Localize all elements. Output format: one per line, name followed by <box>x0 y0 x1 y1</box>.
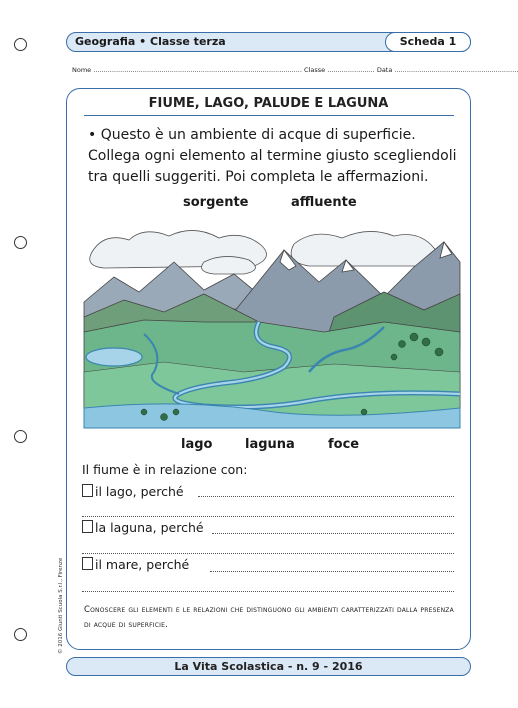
binder-hole <box>14 628 27 641</box>
header-bar <box>66 32 471 52</box>
checkbox[interactable] <box>82 520 93 533</box>
class-field[interactable]: ....................... <box>327 66 375 74</box>
term-affluente[interactable]: affluente <box>291 195 357 210</box>
footer-bar: La Vita Scolastica - n. 9 - 2016 <box>66 657 471 676</box>
instructions-text: • Questo è un ambiente di acque di superficie. Collega ogni elemento al termine giusto scegliendoli tra quelli suggeriti. Poi completa le affermazioni. <box>88 127 457 185</box>
answer-line[interactable] <box>82 516 454 517</box>
answer-line[interactable] <box>82 591 454 592</box>
answer-line[interactable] <box>198 496 454 497</box>
relation-intro: Il fiume è in relazione con: <box>82 462 248 477</box>
sheet-tab: Scheda 1 <box>385 32 471 52</box>
subject-label: Geografia • Classe terza <box>75 35 226 48</box>
lake <box>86 348 142 366</box>
term-lago[interactable]: lago <box>181 437 213 452</box>
item-mare <box>82 557 189 572</box>
term-foce[interactable]: foce <box>328 437 360 452</box>
student-info-line <box>72 66 518 74</box>
class-label: Classe <box>304 66 326 74</box>
item-laguna <box>82 520 204 535</box>
checkbox[interactable] <box>82 484 93 497</box>
answer-line[interactable] <box>212 533 454 534</box>
date-field[interactable]: ............................................................ <box>394 66 518 74</box>
page-title: FIUME, LAGO, PALUDE E LAGUNA <box>148 96 389 111</box>
checkbox[interactable] <box>82 557 93 570</box>
item-label: il mare, perché <box>95 557 190 572</box>
answer-line[interactable] <box>210 571 454 572</box>
binder-hole <box>14 236 27 249</box>
term-sorgente[interactable]: sorgente <box>183 195 249 210</box>
answer-line[interactable] <box>82 553 454 554</box>
name-label: Nome <box>72 66 92 74</box>
date-label: Data <box>376 66 393 74</box>
learning-objective: Conoscere gli elementi e le relazioni che distinguono gli ambienti caratterizzati dalla presenza di acque di superficie. <box>84 605 454 630</box>
item-label: la laguna, perché <box>95 520 204 535</box>
item-label: il lago, perché <box>95 484 184 499</box>
term-laguna[interactable]: laguna <box>245 437 295 452</box>
item-lago <box>82 484 184 499</box>
binder-hole <box>14 38 27 51</box>
binder-hole <box>14 430 27 443</box>
landscape-illustration <box>84 222 460 428</box>
title-divider <box>84 115 454 116</box>
copyright-note: © 2016 Giunti Scuola S.r.l., Firenze <box>58 557 64 654</box>
name-field[interactable]: ..................................................................................................... <box>93 66 302 74</box>
